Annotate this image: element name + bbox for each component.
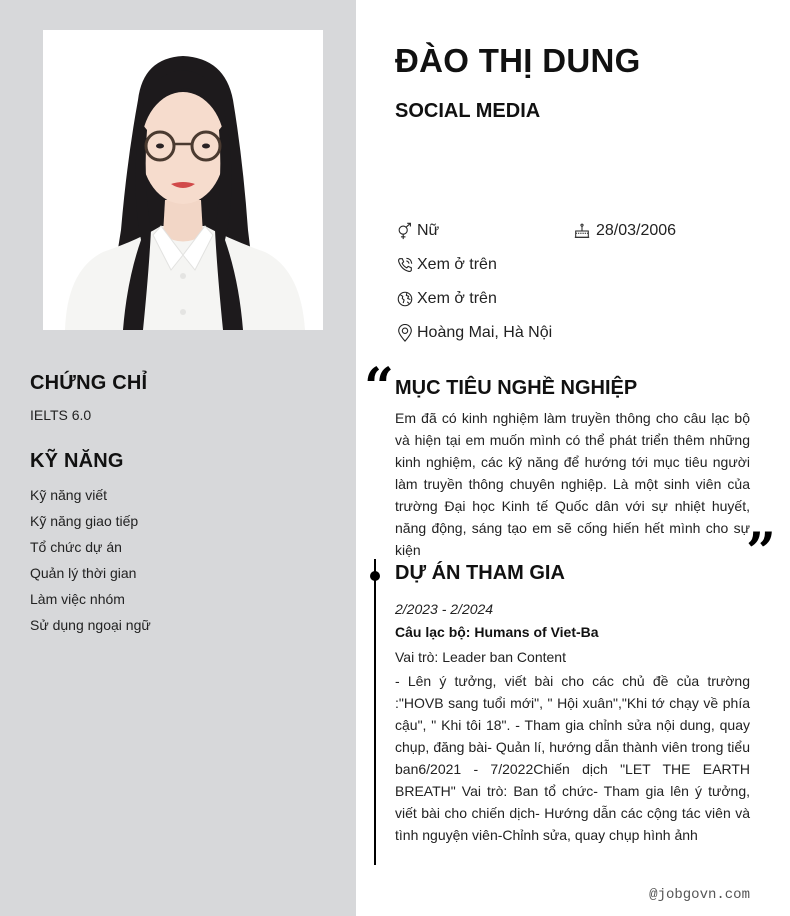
timeline-line <box>374 559 376 865</box>
certificates-title: CHỨNG CHỈ <box>30 372 148 394</box>
skill-item: Sử dụng ngoại ngữ <box>30 617 151 633</box>
candidate-name: ĐÀO THỊ DUNG <box>395 42 641 79</box>
skill-item: Tổ chức dự án <box>30 539 122 555</box>
gender-row <box>395 221 439 241</box>
skills-title: KỸ NĂNG <box>30 450 124 472</box>
quote-open-icon: “ <box>364 357 394 418</box>
website-row <box>395 289 497 309</box>
skill-item: Quản lý thời gian <box>30 565 137 581</box>
skills-list <box>30 486 151 642</box>
job-title: SOCIAL MEDIA <box>395 100 541 122</box>
gender-value: Nữ <box>417 222 440 239</box>
phone-icon <box>395 255 415 275</box>
website-value: Xem ở trên <box>417 290 497 307</box>
objective-text: Em đã có kinh nghiệm làm truyền thông cho câu lạc bộ và hiện tại em muốn mình có thể phát triển thêm những kinh nghiệm, các kỹ năng để hướng tới mục tiêu người làm truyền thông chuyên nghiệp. Là một sinh viên của trường Đại học Kinh tế Quốc dân với sự nhiệt huyết, năng động, sáng tạo em sẽ cống hiến hết mình cho sự kiện <box>395 410 750 558</box>
birthday-cake-icon <box>572 221 592 241</box>
birthday-row <box>572 221 676 241</box>
address-row <box>395 323 552 343</box>
timeline-dot <box>370 571 380 581</box>
portrait-illustration <box>43 30 323 330</box>
watermark: @jobgovn.com <box>649 887 750 903</box>
project-organization: Câu lạc bộ: Humans of Viet-Ba <box>395 624 599 640</box>
globe-icon <box>395 289 415 309</box>
skill-item: Kỹ năng giao tiếp <box>30 513 139 529</box>
profile-photo <box>43 30 323 330</box>
skill-item: Làm việc nhóm <box>30 591 125 607</box>
phone-row <box>395 255 497 275</box>
project-role: Vai trò: Leader ban Content <box>395 649 566 665</box>
address-value: Hoàng Mai, Hà Nội <box>417 324 553 341</box>
phone-value: Xem ở trên <box>417 256 497 273</box>
location-pin-icon <box>395 323 415 343</box>
sidebar <box>0 0 356 916</box>
main-content <box>356 0 790 916</box>
skill-item: Kỹ năng viết <box>30 487 108 503</box>
project-period: 2/2023 - 2/2024 <box>395 601 494 617</box>
quote-close-icon: ” <box>746 522 776 583</box>
project-description: - Lên ý tưởng, viết bài cho các chủ đề của trường :"HOVB sang tuổi mới", " Hội xuân","Khi tớ chạy về phía cậu", " Khi tôi 18". - Tham gia chỉnh sửa nội dung, quay chụp, đăng bài- Quản lí, hướng dẫn thành viên trong tiểu ban6/2021 - 7/2022Chiến dịch "LET THE EARTH BREATH" Vai trò: Ban tổ chức- Tham gia lên ý tưởng, viết bài cho chiến dịch- Hướng dẫn các cộng tác viên và tình nguyện viên-Chỉnh sửa, quay chụp hình ảnh <box>395 673 750 843</box>
projects-title: DỰ ÁN THAM GIA <box>395 562 565 584</box>
certificate-item: IELTS 6.0 <box>30 407 92 423</box>
objective-title: MỤC TIÊU NGHỀ NGHIỆP <box>395 377 638 399</box>
gender-icon <box>395 221 415 241</box>
birthday-value: 28/03/2006 <box>596 222 677 239</box>
